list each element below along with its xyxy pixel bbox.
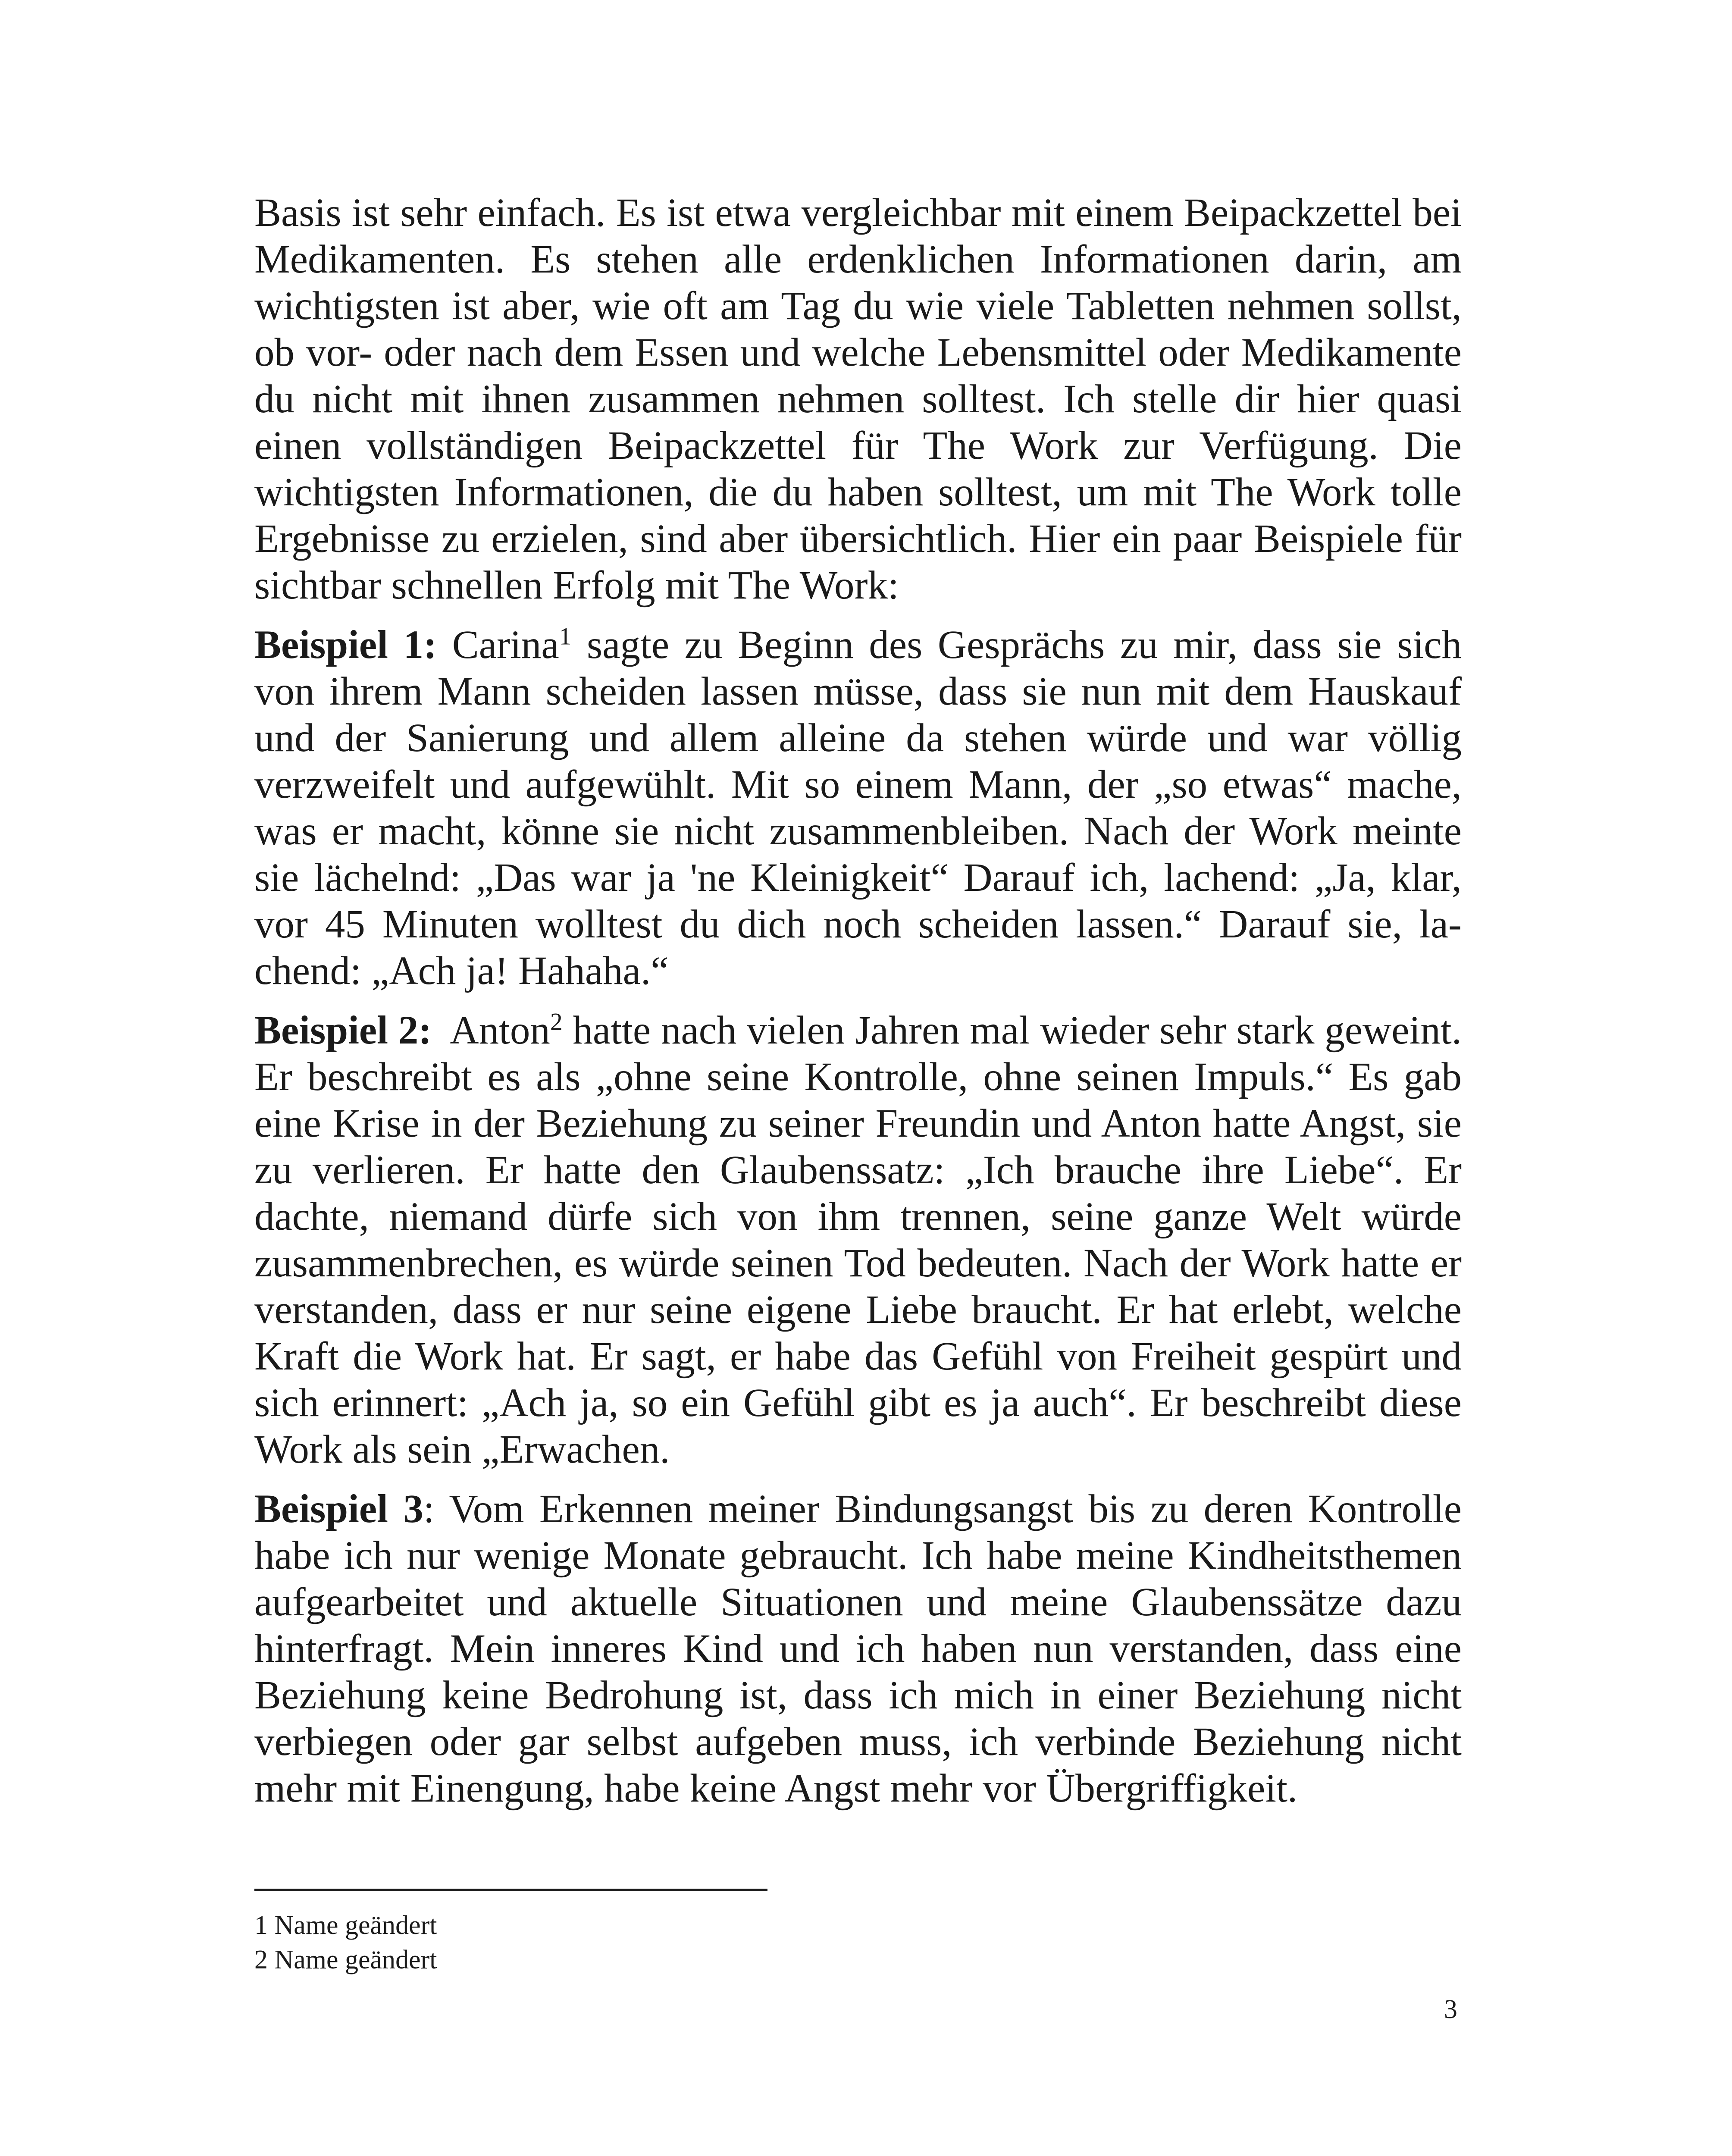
footnote-separator — [254, 1889, 767, 1891]
example-1-name: Carina — [452, 623, 559, 667]
example-3-label: Beispiel 3 — [254, 1487, 423, 1531]
paragraph-example-2 — [254, 1007, 1462, 1473]
paragraph-intro-text: Basis ist sehr einfach. Es ist etwa vergleichbar mit einem Beipackzettel bei Medikamenten. Es stehen alle erdenklichen Informationen darin, am wichtigsten ist aber, wie oft am Tag du wie viele Tabletten nehmen sollst, ob vor- oder nach dem Essen und welche Lebensmittel oder Medikamente du nicht mit ihnen zusammen nehmen solltest. Ich stelle dir hier quasi einen vollständigen Beipackzettel für The Work zur Verfügung. Die wichtigsten Informationen, die du haben solltest, um mit The Work tolle Ergebnisse zu erzielen, sind aber übersichtlich. Hier ein paar Beispiele für sichtbar schnellen Erfolg mit The Work: — [254, 191, 1462, 608]
example-1-text: sagte zu Beginn des Gesprächs zu mir, dass sie sich von ihrem Mann scheiden lassen müsse, dass sie nun mit dem Hauskauf und der Sanierung und allem alleine da stehen würde und war völlig verzweifelt und aufgewühlt. Mit so einem Mann, der „so etwas“ mache, was er macht, könne sie nicht zusammenbleiben. Nach der Work meinte sie lächelnd: „Das war ja 'ne Kleinigkeit“ Darauf ich, lachend: „Ja, klar, vor 45 Minuten wolltest du dich noch scheiden lassen.“ Darauf sie, lachend: „Ach ja! Hahaha.“ — [254, 623, 1462, 993]
body-text — [254, 190, 1462, 1825]
footnotes — [254, 1908, 1462, 1977]
paragraph-intro — [254, 190, 1462, 609]
paragraph-example-1 — [254, 622, 1462, 994]
example-1-label: Beispiel 1: — [254, 623, 437, 667]
footnote-1: 1 Name geändert — [254, 1911, 437, 1940]
paragraph-example-3 — [254, 1486, 1462, 1812]
example-2-name: Anton — [450, 1008, 550, 1053]
footnote-2: 2 Name geändert — [254, 1945, 437, 1974]
footnote-ref-2[interactable]: 2 — [550, 1008, 563, 1036]
example-2-text: hatte nach vielen Jahren mal wieder sehr stark geweint. Er beschreibt es als „ohne seine Kontrolle, ohne seinen Impuls.“ Es gab eine Krise in der Beziehung zu seiner Freundin und Anton hatte Angst, sie zu verlieren. Er hatte den Glaubenssatz: „Ich brauche ihre Liebe“. Er dachte, niemand dürfe sich von ihm trennen, seine ganze Welt würde zusammenbrechen, es würde seinen Tod bedeuten. Nach der Work hatte er verstanden, dass er nur seine eigene Liebe braucht. Er hat erlebt, welche Kraft die Work hat. Er sagt, er habe das Gefühl von Freiheit gespürt und sich erinnert: „Ach ja, so ein Gefühl gibt es ja auch“. Er beschreibt diese Work als sein „Erwachen. — [254, 1008, 1462, 1472]
example-3-text: : Vom Erkennen meiner Bindungsangst bis zu deren Kontrolle habe ich nur wenige Monate gebraucht. Ich habe meine Kindheitsthemen aufgearbeitet und aktuelle Situationen und meine Glaubenssätze dazu hinterfragt. Mein inneres Kind und ich haben nun verstanden, dass eine Beziehung keine Bedrohung ist, dass ich mich in einer Beziehung nicht verbiegen oder gar selbst aufgeben muss, ich verbinde Beziehung nicht mehr mit Einengung, habe keine Angst mehr vor Übergriffigkeit. — [254, 1487, 1462, 1811]
footnote-ref-1[interactable]: 1 — [559, 623, 572, 650]
page-number: 3 — [1444, 1995, 1457, 2024]
example-2-label: Beispiel 2: — [254, 1008, 432, 1053]
